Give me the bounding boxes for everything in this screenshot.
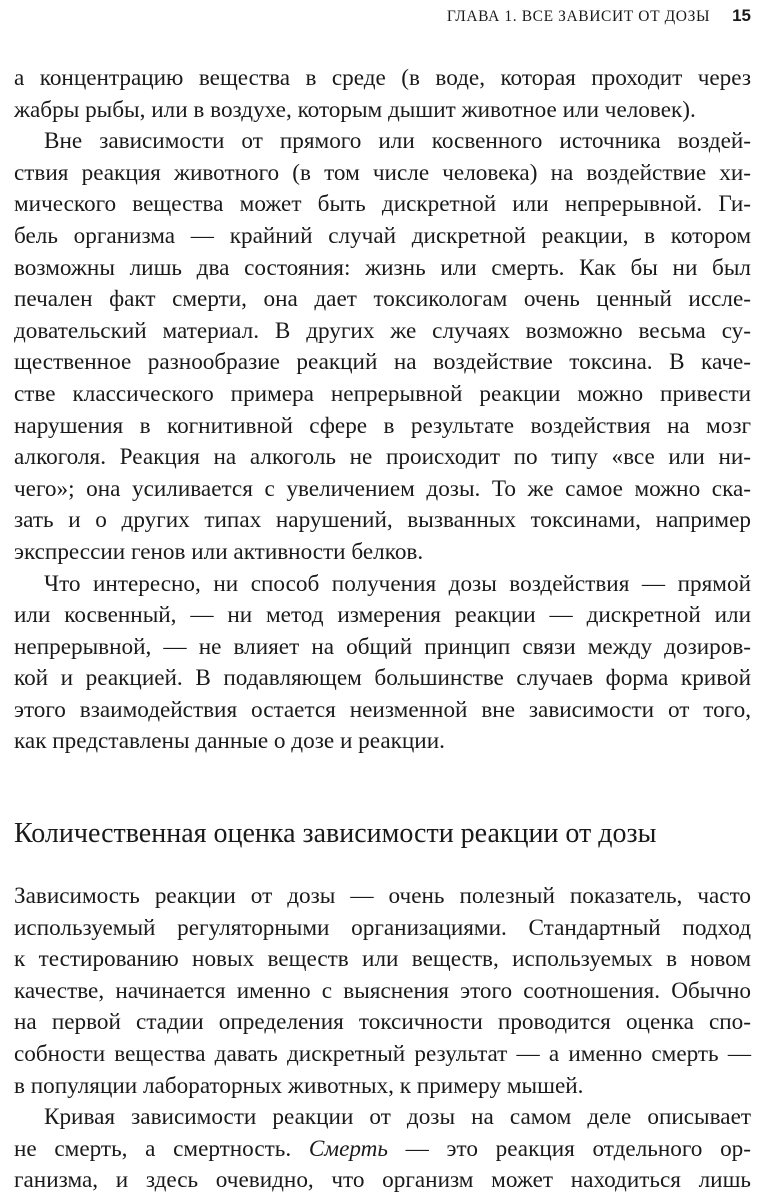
- text-line: используемый регуляторными организациями. Стандартный подход: [14, 914, 751, 941]
- page-number: 15: [732, 6, 751, 25]
- text-line: как представлены данные о дозе и реакции.: [14, 728, 445, 755]
- text-line: этого взаимодействия остается неизменной вне зависимости от того,: [14, 696, 751, 723]
- text-line: ганизма, и здесь очевидно, что организм может находиться лишь: [14, 1167, 751, 1194]
- text-line: возможны лишь два состояния: жизнь или смерть. Как бы ни был: [14, 254, 751, 281]
- italic-term: Смерть: [308, 1135, 388, 1162]
- text-line: в популяции лабораторных животных, к примеру мышей.: [14, 1072, 584, 1099]
- text-line: чего»; она усиливается с увеличением дозы. То же самое можно ска-: [14, 475, 751, 502]
- text-line: Кривая зависимости реакции от дозы на самом деле описывает: [44, 1104, 751, 1131]
- text-line: или косвенный, — ни метод измерения реакции — дискретной или: [14, 602, 751, 629]
- section-body-text: [14, 881, 751, 1197]
- text-line: алкоголя. Реакция на алкоголь не происходит по типу «все или ни-: [14, 444, 751, 471]
- text-line: жабры рыбы, или в воздухе, которым дышит животное или человек).: [14, 96, 696, 123]
- text-line: мического вещества может быть дискретной или непрерывной. Ги-: [14, 191, 751, 218]
- section-heading: Количественная оценка зависимости реакции от дозы: [14, 818, 657, 849]
- text-line: Зависимость реакции от дозы — очень полезный показатель, часто: [14, 883, 751, 909]
- text-line: зать и о других типах нарушений, вызванных токсинами, например: [14, 507, 751, 534]
- text-line: щественное разнообразие реакций на воздействие токсина. В каче-: [14, 349, 751, 376]
- text-line: бель организма — крайний случай дискретной реакции, в котором: [14, 222, 751, 249]
- paragraph: [14, 569, 751, 759]
- text-line: кой и реакцией. В подавляющем большинстве случаев форма кривой: [14, 665, 751, 692]
- paragraph-continued: [14, 63, 751, 126]
- paragraph: [14, 126, 751, 568]
- chapter-title: ГЛАВА 1. ВСЕ ЗАВИСИТ ОТ ДОЗЫ: [446, 8, 711, 25]
- running-head: [447, 6, 751, 26]
- text-line: [14, 1134, 751, 1166]
- text-line: непрерывной, — не влияет на общий принцип связи между дозиров-: [14, 633, 751, 660]
- text-line: на первой стадии определения токсичности проводится оценка спо-: [14, 1009, 751, 1036]
- body-text: [14, 63, 751, 758]
- text-segment: не смерть, а смертность.: [14, 1135, 309, 1162]
- text-line: экспрессии генов или активности белков.: [14, 538, 424, 565]
- text-segment: — это реакция отдельного ор-: [388, 1135, 751, 1162]
- text-line: стве классического примера непрерывной реакции можно привести: [14, 380, 751, 407]
- text-line: печален факт смерти, она дает токсикологам очень ценный иссле-: [14, 286, 751, 313]
- text-line: ствия реакция животного (в том числе человека) на воздействие хи-: [14, 159, 751, 186]
- text-line: собности вещества давать дискретный результат — а именно смерть —: [14, 1040, 751, 1067]
- text-line: качестве, начинается именно с выяснения этого соотношения. Обычно: [14, 977, 751, 1004]
- paragraph: [14, 881, 751, 1102]
- text-line: а концентрацию вещества в среде (в воде, которая проходит через: [14, 65, 751, 91]
- text-line: Вне зависимости от прямого или косвенного источника воздей-: [44, 128, 751, 155]
- text-line: Что интересно, ни способ получения дозы воздействия — прямой: [44, 570, 751, 597]
- text-line: довательский материал. В других же случаях возможно весьма су-: [14, 317, 751, 344]
- text-line: нарушения в когнитивной сфере в результате воздействия на мозг: [14, 412, 751, 439]
- text-line: к тестированию новых веществ или веществ, используемых в новом: [14, 946, 751, 973]
- paragraph: [14, 1102, 751, 1197]
